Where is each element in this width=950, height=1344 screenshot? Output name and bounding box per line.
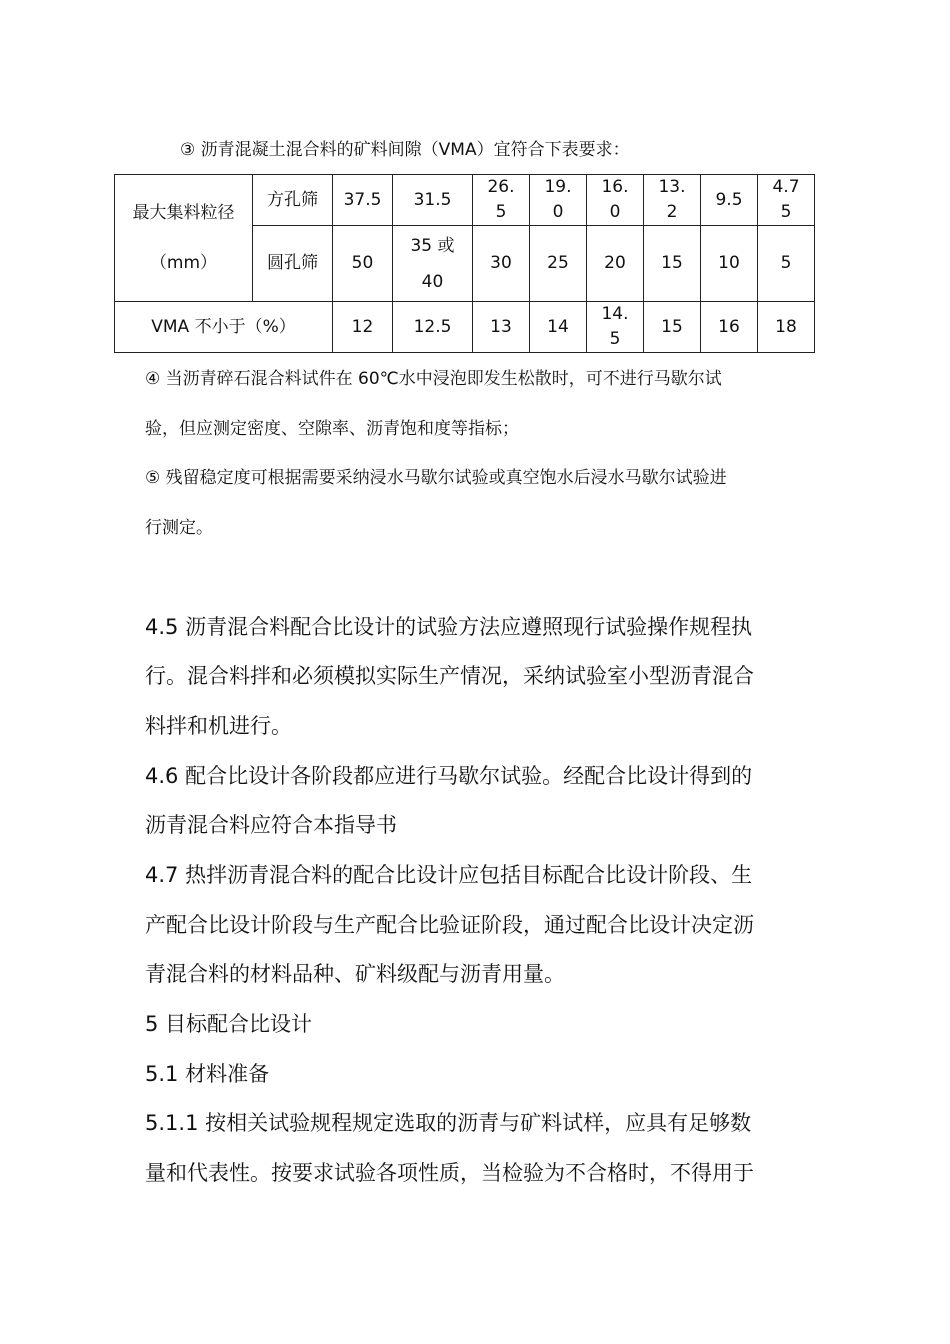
table-cell: 26. 5 (473, 175, 530, 226)
note-line: ④ 当沥青碎石混合料试件在 60℃水中浸泡即发生松散时，可不进行马歇尔试 (145, 369, 722, 389)
table-cell: 19. 0 (530, 175, 587, 226)
body-line: 5.1.1 按相关试验规程规定选取的沥青与矿料试样，应具有足够数 (145, 1111, 752, 1135)
table-cell: 13. 2 (644, 175, 701, 226)
body-line: 沥青混合料应符合本指导书 (145, 813, 397, 837)
note-line: ⑤ 残留稳定度可根据需要采纳浸水马歇尔试验或真空饱水后浸水马歇尔试验进 (145, 468, 727, 488)
table-cell: 37.5 (333, 175, 393, 226)
section-heading: 5 目标配合比设计 (145, 1012, 313, 1036)
table-cell: 12 (333, 302, 393, 353)
body-line: 4.6 配合比设计各阶段都应进行马歇尔试验。经配合比设计得到的 (145, 764, 753, 788)
max-aggregate-size-header: 最大集料粒径 （mm） (115, 175, 253, 302)
table-cell: 4.7 5 (758, 175, 815, 226)
table-cell: 18 (758, 302, 815, 353)
note-line: 行测定。 (145, 518, 213, 538)
subsection-heading: 5.1 材料准备 (145, 1062, 270, 1086)
table-cell: 9.5 (701, 175, 758, 226)
body-line: 产配合比设计阶段与生产配合比验证阶段，通过配合比设计决定沥 (145, 913, 754, 937)
body-line: 4.5 沥青混合料配合比设计的试验方法应遵照现行试验操作规程执 (145, 615, 753, 639)
table-cell: 14. 5 (587, 302, 644, 353)
body-line: 料拌和机进行。 (145, 714, 292, 738)
square-sieve-label: 方孔筛 (253, 175, 333, 226)
table-cell: 5 (758, 226, 815, 302)
table-cell: 35 或 40 (393, 226, 473, 302)
table-cell: 25 (530, 226, 587, 302)
body-line: 青混合料的材料品种、矿料级配与沥青用量。 (145, 962, 565, 986)
table-cell: 20 (587, 226, 644, 302)
note-line: 验，但应测定密度、空隙率、沥青饱和度等指标； (145, 419, 519, 439)
body-line: 行。混合料拌和必须模拟实际生产情况，采纳试验室小型沥青混合 (145, 664, 754, 688)
table-cell: 16. 0 (587, 175, 644, 226)
table-cell: 16 (701, 302, 758, 353)
body-line: 量和代表性。按要求试验各项性质，当检验为不合格时，不得用于 (145, 1161, 754, 1185)
table-cell: 12.5 (393, 302, 473, 353)
table-cell: 50 (333, 226, 393, 302)
round-sieve-label: 圆孔筛 (253, 226, 333, 302)
table-cell: 14 (530, 302, 587, 353)
body-line: 4.7 热拌沥青混合料的配合比设计应包括目标配合比设计阶段、生 (145, 863, 753, 887)
vma-table (114, 174, 815, 353)
table-cell: 13 (473, 302, 530, 353)
table-cell: 10 (701, 226, 758, 302)
table-cell: 15 (644, 226, 701, 302)
table-intro: ③ 沥青混凝土混合料的矿料间隙（VMA）宜符合下表要求： (180, 140, 630, 160)
table-cell: 30 (473, 226, 530, 302)
table-cell: 31.5 (393, 175, 473, 226)
vma-min-label: VMA 不小于（%） (115, 302, 333, 353)
table-cell: 15 (644, 302, 701, 353)
